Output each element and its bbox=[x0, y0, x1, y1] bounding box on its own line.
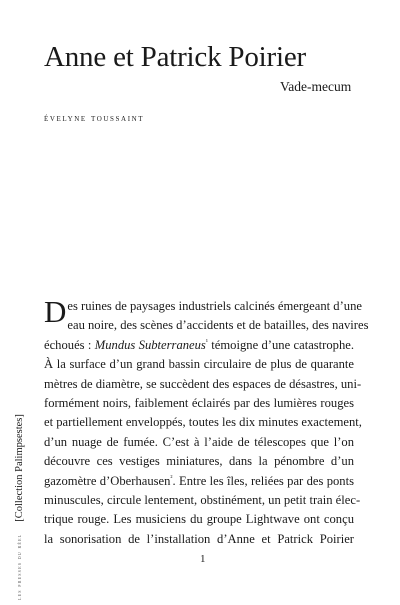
body-line: la sonorisation de l’installation d’Anne et Patrick Poirier bbox=[44, 531, 354, 546]
author-name bbox=[44, 113, 144, 125]
body-line: échoués : Mundus Subterraneus$^{^1}$ témoigne d’une catastrophe. bbox=[44, 337, 355, 352]
body-line: découvre ces vestiges miniatures, dans la pénombre d’un bbox=[44, 454, 354, 469]
body-line: eau noire, des scènes d’accidents et de batailles, des navires bbox=[67, 318, 369, 333]
publisher-name: les presses du réel bbox=[17, 533, 23, 600]
book-title: Anne et Patrick Poirier bbox=[44, 41, 306, 73]
book-subtitle: Vade-mecum bbox=[280, 79, 352, 94]
body-line: mètres de diamètre, se succèdent des espaces de désastres, uni- bbox=[44, 376, 362, 391]
body-line: d’un nuage de fumée. C’est à l’aide de télescopes que l’on bbox=[44, 434, 354, 449]
body-paragraph bbox=[44, 294, 369, 549]
body-line: minuscules, circule lentement, obstinément, un petit train élec- bbox=[44, 492, 361, 507]
author-name-text: évelyne toussaint bbox=[44, 113, 145, 124]
body-line: trique rouge. Les musiciens du groupe Lightwave ont conçu bbox=[44, 512, 354, 527]
page-number: 1 bbox=[200, 553, 206, 565]
body-line: À la surface d’un grand bassin circulaire de plus de quarante bbox=[44, 357, 354, 372]
body-line: gazomètre d’Oberhausen$^{^2}$. Entre les îles, reliées par des ponts bbox=[44, 473, 354, 488]
body-line: es ruines de paysages industriels calcinés émergeant d’une bbox=[67, 299, 362, 313]
drop-cap: D bbox=[44, 294, 67, 329]
spine-text bbox=[14, 414, 26, 600]
body-line: formément noirs, faiblement éclairés par des lumières rouges bbox=[44, 395, 354, 410]
body-line: et partiellement enveloppés, toutes les dix minutes exactement, bbox=[44, 415, 362, 430]
collection-name: [Collection Palimpsestes] bbox=[14, 414, 25, 522]
